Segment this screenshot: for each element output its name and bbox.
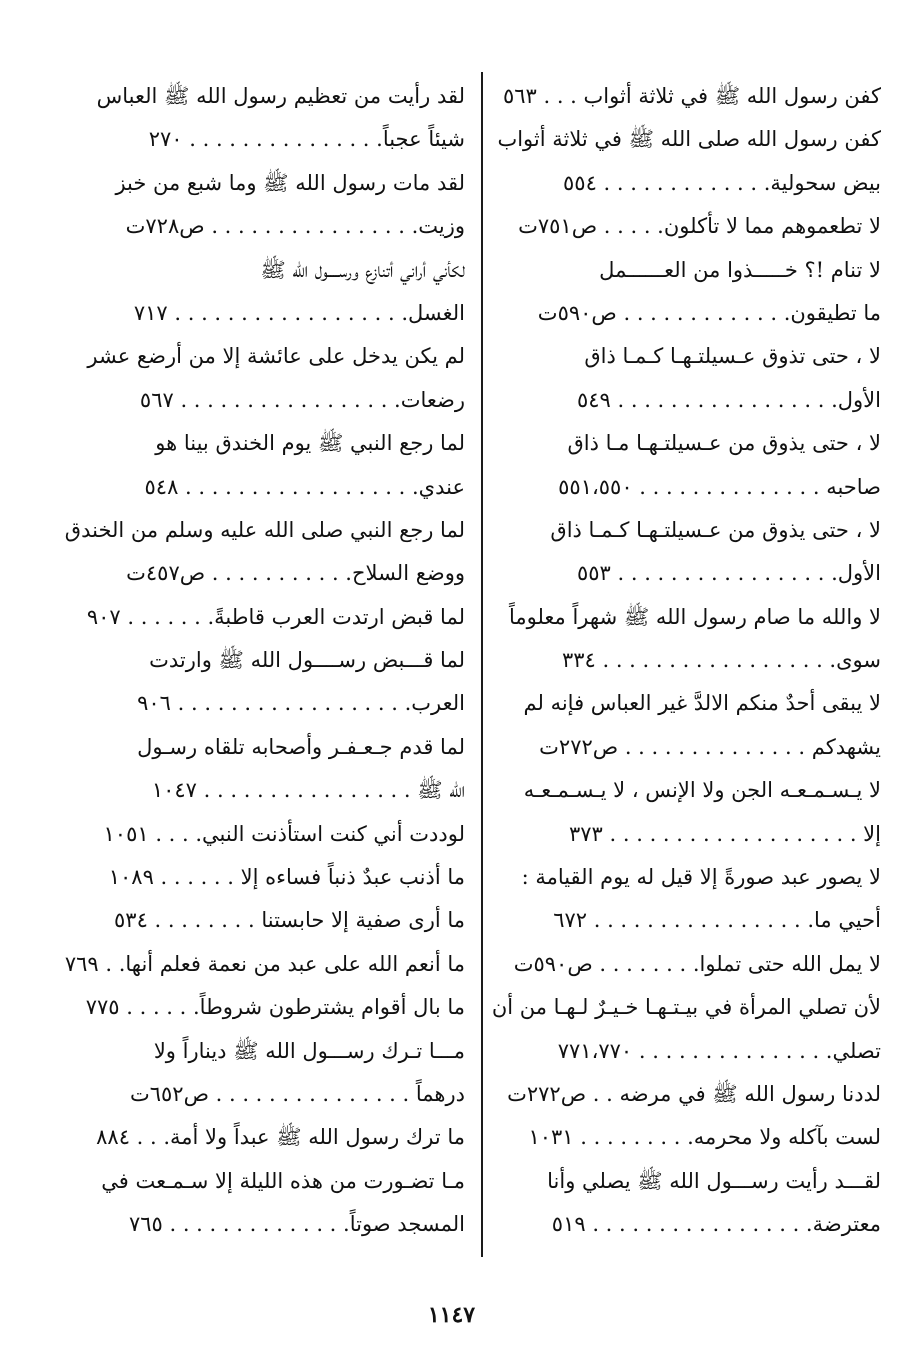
index-entry-line: المسجد صوتاً. . . . . . . . . . . . . . ٧٦٥ xyxy=(128,1212,465,1237)
index-entry xyxy=(498,422,881,509)
index-entry-line: رضعات. . . . . . . . . . . . . . . . . ٥٦٧ xyxy=(139,387,465,412)
index-entry xyxy=(498,205,881,248)
index-entry xyxy=(498,249,881,336)
index-entry xyxy=(498,335,881,422)
index-entry-line: لم يكن يدخل على عائشة إلا من أرضع عشر xyxy=(87,344,465,369)
index-entry xyxy=(491,986,881,1073)
index-entry xyxy=(82,986,465,1029)
index-entry xyxy=(82,422,465,509)
right-column xyxy=(491,75,881,1247)
index-entry-line: لوددت أني كنت استأذنت النبي. . . . ١٠٥١ xyxy=(103,821,465,846)
index-entry xyxy=(82,639,465,726)
index-entry-line: صاحبه . . . . . . . . . . . . . . ٥٥١،٥٥٠ xyxy=(558,474,881,499)
index-entry-line: وزيت. . . . . . . . . . . . . . . . ص٧٢٨ت xyxy=(125,214,465,239)
index-entry-line: لا والله ما صام رسول الله ﷺ شهراً معلوماً xyxy=(508,604,881,629)
index-entry xyxy=(82,162,465,249)
index-entry-line: لقد رأيت من تعظيم رسول الله ﷺ العباس xyxy=(96,84,465,108)
index-entry xyxy=(64,943,465,986)
index-entry-line: العرب. . . . . . . . . . . . . . . . . . ٩٠٦ xyxy=(137,691,465,716)
index-entry xyxy=(498,1073,881,1116)
index-entry-line: لست بآكله ولا محرمه. . . . . . . . . ١٠٣١ xyxy=(528,1125,881,1150)
index-entry xyxy=(498,682,881,769)
index-entry-line: شيئاً عجباً. . . . . . . . . . . . . . . ٢٧٠ xyxy=(148,127,465,152)
index-entry-line: ما ترك رسول الله ﷺ عبداً ولا أمة. . . ٨٨٤ xyxy=(96,1125,465,1150)
index-entry xyxy=(82,335,465,422)
index-entry xyxy=(82,856,465,899)
index-entry-line: كفن رسول الله ﷺ في ثلاثة أثواب . . . ٥٦٣ xyxy=(502,84,881,108)
index-entry-line: أحيي ما. . . . . . . . . . . . . . . . . ٦٧٢ xyxy=(553,908,881,933)
index-entry xyxy=(498,118,881,205)
page-number: ١١٤٧ xyxy=(427,1302,476,1328)
index-entry xyxy=(82,899,465,942)
index-entry-line: إلا . . . . . . . . . . . . . . . . . . . ٣٧٣ xyxy=(569,821,881,846)
index-entry xyxy=(82,249,465,336)
index-entry-line: ما أرى صفية إلا حابستنا . . . . . . . . ٥٣٤ xyxy=(114,908,465,933)
index-entry-line: لا تطعموهم مما لا تأكلون. . . . . ص٧٥١ت xyxy=(518,214,881,239)
index-entry-line: الأول. . . . . . . . . . . . . . . . . ٥٤٩ xyxy=(576,387,881,412)
index-entry xyxy=(82,75,465,162)
index-entry xyxy=(82,1160,465,1247)
index-entry-line: لقـــد رأيت رســـول الله ﷺ يصلي وأنا xyxy=(547,1168,881,1193)
index-entry-line: معترضة. . . . . . . . . . . . . . . . . ٥١٩ xyxy=(551,1212,881,1237)
index-entry xyxy=(498,509,881,596)
index-entry-line: عندي. . . . . . . . . . . . . . . . . . ٥٤٨ xyxy=(144,474,465,499)
index-entry-line: لا ، حتى يذوق من عـسيلتـهـا كـمـا ذاق xyxy=(550,517,881,542)
index-entry-line: سوى. . . . . . . . . . . . . . . . . . ٣٣٤ xyxy=(561,648,881,673)
index-entry-line: كفن رسول الله صلى الله ﷺ في ثلاثة أثواب xyxy=(497,127,881,152)
index-entry-line: لا ، حتى تذوق عـسيلتـهـا كـمـا ذاق xyxy=(584,344,881,369)
index-entry-line: ما أذنب عبدٌ ذنباً فساءه إلا . . . . . . ١٠٨٩ xyxy=(108,865,465,890)
index-entry-line: لكأني أراني أتنازع ورســــول الله ﷺ xyxy=(260,257,465,282)
index-entry-line: ما أنعم الله على عبد من نعمة فعلم أنها. . ٧٦٩ xyxy=(64,951,465,976)
index-entry-line: لا يصور عبد صورةً إلا قيل له يوم القيامة : xyxy=(521,865,881,890)
index-entry xyxy=(64,509,465,596)
index-entry-line: لما رجع النبي صلى الله عليه وسلم من الخندق xyxy=(64,517,465,542)
index-entry-line: يشهدكم . . . . . . . . . . . . . . ص٢٧٢ت xyxy=(539,734,881,759)
index-entry-line: بيض سحولية. . . . . . . . . . . . . ٥٥٤ xyxy=(563,170,881,195)
index-entry-line: لما قـــبض رســــول الله ﷺ وارتدت xyxy=(149,648,465,673)
index-entry xyxy=(498,1116,881,1159)
index-entry-line: لا يـسـمـعـه الجن ولا الإنس ، لا يـسـمـعـه xyxy=(523,778,881,803)
left-column xyxy=(64,75,465,1247)
index-entry-line: لا يمل الله حتى تملوا. . . . . . . . ص٥٩٠ت xyxy=(513,951,881,976)
index-entry-line: لما قبض ارتدت العرب قاطبةً. . . . . . . ٩٠٧ xyxy=(86,604,465,629)
index-entry-line: ما تطيقون. . . . . . . . . . . . . ص٥٩٠ت xyxy=(537,300,881,325)
index-entry-line: ووضع السلاح. . . . . . . . . . . ص٤٥٧ت xyxy=(126,561,465,586)
index-entry-line: لأن تصلي المرأة في بيـتـهـا خـيـرٌ لـهـا من أن xyxy=(491,995,881,1020)
index-entry xyxy=(82,596,465,639)
index-entry-line: لا يبقى أحدٌ منكم الالدَّ غير العباس فإنه لم xyxy=(523,691,881,716)
index-entry-line: لما رجع النبي ﷺ يوم الخندق بينا هو xyxy=(155,431,465,456)
index-entry xyxy=(498,1160,881,1247)
index-entry-line: درهماً . . . . . . . . . . . . . . . ص٦٥٢ت xyxy=(129,1081,465,1106)
index-entry-line: الله ﷺ . . . . . . . . . . . . . . . . ١٠٤٧ xyxy=(151,778,465,803)
index-entry xyxy=(82,813,465,856)
index-entry xyxy=(498,75,881,118)
index-entry-line: لا تنام !؟ خـــــذوا من العــــــمل xyxy=(599,257,881,282)
index-entry xyxy=(82,726,465,813)
index-entry xyxy=(498,769,881,856)
index-entry xyxy=(82,1030,465,1117)
index-entry-line: الغسل. . . . . . . . . . . . . . . . . . ٧١٧ xyxy=(133,300,465,325)
index-entry-line: لقد مات رسول الله ﷺ وما شبع من خبز xyxy=(115,170,465,195)
index-entry xyxy=(498,856,881,943)
index-entry xyxy=(498,596,881,683)
index-entry-line: لا ، حتى يذوق من عـسيلتـهـا مـا ذاق xyxy=(567,431,881,456)
index-entry xyxy=(498,943,881,986)
index-entry xyxy=(82,1116,465,1159)
column-divider xyxy=(481,72,483,1257)
index-entry-line: ما بال أقوام يشترطون شروطاً. . . . . . ٧٧٥ xyxy=(85,995,465,1020)
index-entry-line: تصلي. . . . . . . . . . . . . . . ٧٧١،٧٧٠ xyxy=(557,1038,881,1063)
index-entry-line: لما قدم جـعـفـر وأصحابه تلقاه رسـول xyxy=(137,734,465,759)
index-entry-line: لددنا رسول الله ﷺ في مرضه . . ص٢٧٢ت xyxy=(507,1081,881,1106)
index-entry-line: الأول. . . . . . . . . . . . . . . . . ٥٥٣ xyxy=(576,561,881,586)
index-entry-line: مـا تضـورت من هذه الليلة إلا سـمـعت في xyxy=(101,1168,465,1193)
index-entry-line: مـــا تـرك رســـول الله ﷺ ديناراً ولا xyxy=(153,1038,465,1063)
